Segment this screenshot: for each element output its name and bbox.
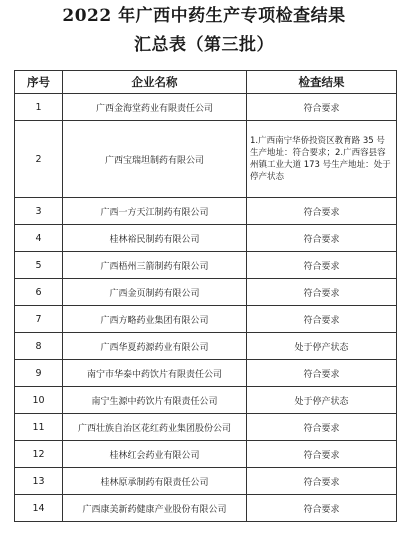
check-result: 符合要求 bbox=[247, 306, 397, 333]
row-index: 4 bbox=[15, 225, 63, 252]
check-result: 符合要求 bbox=[247, 94, 397, 121]
company-name: 桂林红会药业有限公司 bbox=[63, 441, 247, 468]
table-row bbox=[15, 121, 397, 198]
table-row bbox=[15, 414, 397, 441]
check-result: 符合要求 bbox=[247, 252, 397, 279]
company-name: 广西华夏药源药业有限公司 bbox=[63, 333, 247, 360]
table-row bbox=[15, 360, 397, 387]
check-result: 符合要求 bbox=[247, 495, 397, 522]
company-name: 广西梧州三箭制药有限公司 bbox=[63, 252, 247, 279]
check-result: 处于停产状态 bbox=[247, 387, 397, 414]
company-name: 广西方略药业集团有限公司 bbox=[63, 306, 247, 333]
row-index: 5 bbox=[15, 252, 63, 279]
row-index: 6 bbox=[15, 279, 63, 306]
company-name: 桂林裕民制药有限公司 bbox=[63, 225, 247, 252]
document-title: 2022 年广西中药生产专项检查结果 bbox=[62, 6, 346, 26]
company-name: 广西一方天江制药有限公司 bbox=[63, 198, 247, 225]
row-index: 9 bbox=[15, 360, 63, 387]
row-index: 3 bbox=[15, 198, 63, 225]
company-name: 广西康美新药健康产业股份有限公司 bbox=[63, 495, 247, 522]
company-name: 广西金海堂药业有限责任公司 bbox=[63, 94, 247, 121]
table-row bbox=[15, 198, 397, 225]
table-row bbox=[15, 306, 397, 333]
table-row bbox=[15, 495, 397, 522]
row-index: 2 bbox=[15, 121, 63, 198]
check-result: 1.广西南宁华侨投资区教育路 35 号生产地址：符合要求；2.广西容县容州镇工业大道 173 号生产地址：处于停产状态 bbox=[247, 121, 397, 198]
check-result: 符合要求 bbox=[247, 279, 397, 306]
company-name: 南宁市华泰中药饮片有限责任公司 bbox=[63, 360, 247, 387]
results-table bbox=[14, 70, 397, 522]
row-index: 8 bbox=[15, 333, 63, 360]
header-company: 企业名称 bbox=[63, 71, 247, 94]
table-row bbox=[15, 468, 397, 495]
table-row bbox=[15, 252, 397, 279]
table-row bbox=[15, 441, 397, 468]
check-result: 符合要求 bbox=[247, 198, 397, 225]
row-index: 14 bbox=[15, 495, 63, 522]
header-index: 序号 bbox=[15, 71, 63, 94]
company-name: 广西壮族自治区花红药业集团股份公司 bbox=[63, 414, 247, 441]
company-name: 广西金页制药有限公司 bbox=[63, 279, 247, 306]
table-row bbox=[15, 94, 397, 121]
document-subtitle: 汇总表（第三批） bbox=[134, 35, 274, 55]
check-result: 符合要求 bbox=[247, 414, 397, 441]
company-name: 桂林原承制药有限责任公司 bbox=[63, 468, 247, 495]
company-name: 广西宝瑞坦制药有限公司 bbox=[63, 121, 247, 198]
table-row bbox=[15, 279, 397, 306]
row-index: 12 bbox=[15, 441, 63, 468]
table-row bbox=[15, 333, 397, 360]
header-result: 检查结果 bbox=[247, 71, 397, 94]
check-result: 符合要求 bbox=[247, 225, 397, 252]
check-result: 符合要求 bbox=[247, 441, 397, 468]
check-result: 符合要求 bbox=[247, 468, 397, 495]
table-header-row bbox=[15, 71, 397, 94]
table-row bbox=[15, 225, 397, 252]
row-index: 10 bbox=[15, 387, 63, 414]
company-name: 南宁生源中药饮片有限责任公司 bbox=[63, 387, 247, 414]
table-row bbox=[15, 387, 397, 414]
row-index: 1 bbox=[15, 94, 63, 121]
check-result: 处于停产状态 bbox=[247, 333, 397, 360]
check-result: 符合要求 bbox=[247, 360, 397, 387]
row-index: 11 bbox=[15, 414, 63, 441]
row-index: 7 bbox=[15, 306, 63, 333]
row-index: 13 bbox=[15, 468, 63, 495]
